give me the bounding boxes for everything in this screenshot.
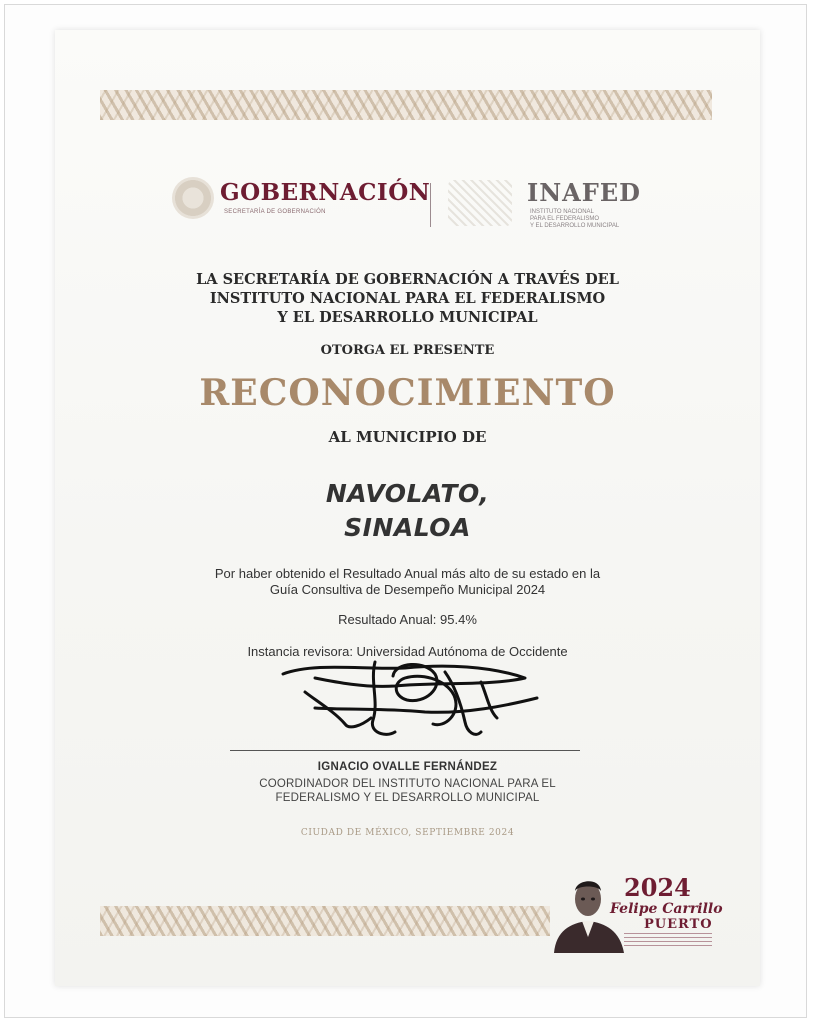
decorative-band-top: [100, 90, 712, 120]
emblem-surname: PUERTO: [644, 917, 713, 932]
logo-divider: [430, 183, 431, 227]
municipality-name: NAVOLATO, SINALOA: [325, 479, 490, 542]
signer-name: IGNACIO OVALLE FERNÁNDEZ: [317, 761, 498, 773]
emblem-name: Felipe Carrillo: [610, 901, 723, 917]
instancia-revisora: Instancia revisora: Universidad Autónoma de Occidente: [247, 644, 568, 659]
inafed-wordmark: INAFED: [527, 178, 641, 207]
certificate-title: RECONOCIMIENTO: [199, 372, 616, 414]
gobernacion-wordmark: GOBERNACIÓN: [220, 179, 431, 206]
intro-text: LA SECRETARÍA DE GOBERNACIÓN A TRAVÉS DEL INSTITUTO NACIONAL PARA EL FEDERALISMO Y EL DESARROLLO MUNICIPAL: [196, 271, 619, 326]
award-description: Por haber obtenido el Resultado Anual más alto de su estado en la Guía Consultiva de Desempeño Municipal 2024: [214, 566, 601, 597]
resultado-anual: Resultado Anual: 95.4%: [338, 612, 477, 627]
felipe-carrillo-puerto-emblem: [548, 865, 723, 955]
handwritten-signature: [275, 652, 555, 744]
place-date: CIUDAD DE MÉXICO, SEPTIEMBRE 2024: [300, 828, 515, 838]
gobernacion-logo: [172, 177, 431, 221]
gobernacion-subtitle: SECRETARÍA DE GOBERNACIÓN: [224, 209, 326, 215]
national-seal-icon: [172, 177, 214, 219]
decorative-band-bottom: [100, 906, 550, 936]
signature-line: [230, 750, 580, 751]
inafed-emblem-icon: [448, 180, 512, 226]
inafed-subtitle: INSTITUTO NACIONAL PARA EL FEDERALISMO Y EL DESARROLLO MUNICIPAL: [530, 209, 620, 229]
otorga-heading: OTORGA EL PRESENTE: [320, 343, 495, 358]
emblem-fine-print: [624, 933, 712, 949]
emblem-year: 2024: [624, 873, 691, 902]
signer-role: COORDINADOR DEL INSTITUTO NACIONAL PARA EL FEDERALISMO Y EL DESARROLLO MUNICIPAL: [259, 778, 556, 804]
al-municipio-heading: AL MUNICIPIO DE: [328, 428, 487, 446]
